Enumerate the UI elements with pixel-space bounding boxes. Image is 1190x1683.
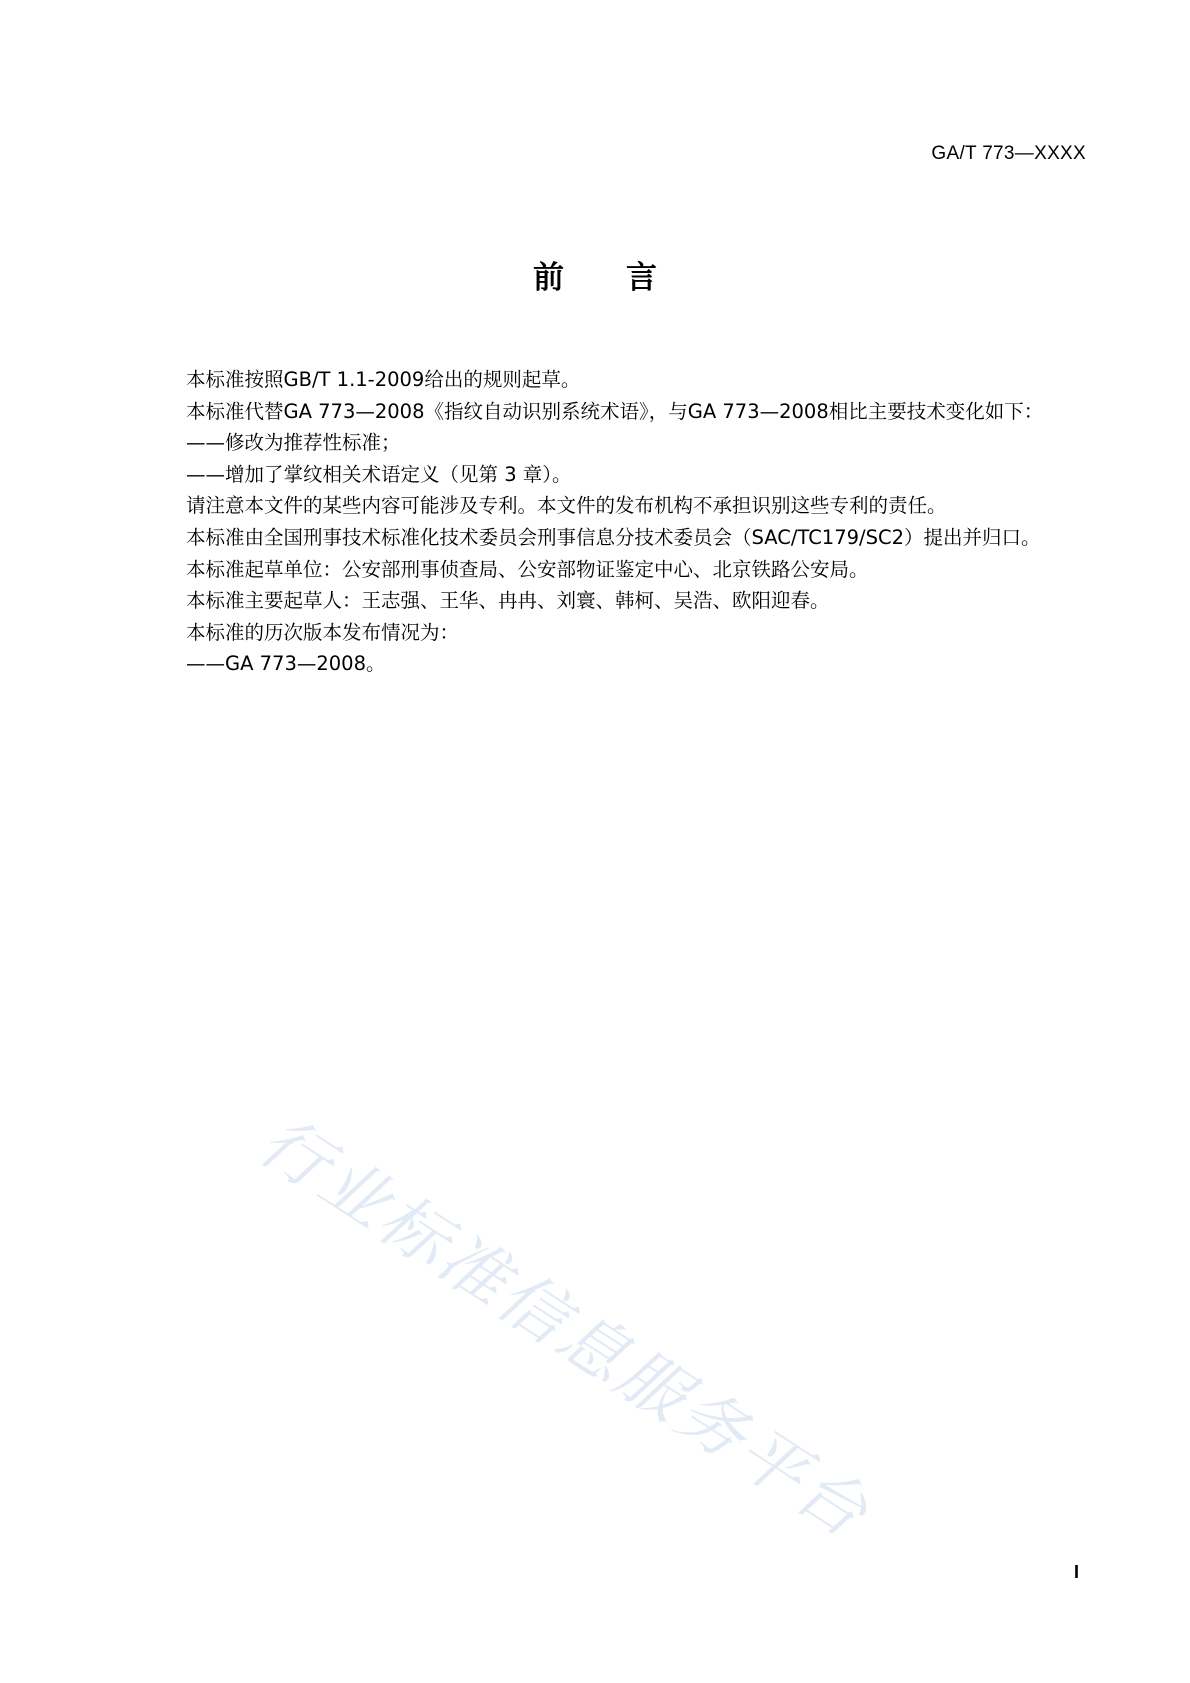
paragraph: 本标准代替GA 773—2008《指纹自动识别系统术语》，与GA 773—2008相比主要技术变化如下：	[186, 399, 1044, 423]
paragraph: ——修改为推荐性标准；	[186, 431, 401, 455]
standard-code: GA/T 773—XXXX	[931, 143, 1086, 164]
watermark: 行业标准信息服务平台	[245, 1101, 884, 1554]
paragraph: 本标准起草单位：公安部刑事侦查局、公安部物证鉴定中心、北京铁路公安局。	[186, 557, 869, 581]
paragraph: 请注意本文件的某些内容可能涉及专利。本文件的发布机构不承担识别这些专利的责任。	[186, 494, 947, 518]
page-number: I	[1073, 1562, 1079, 1582]
foreword-body	[186, 364, 1086, 680]
paragraph: 本标准由全国刑事技术标准化技术委员会刑事信息分技术委员会（SAC/TC179/SC2）提出并归口。	[186, 525, 1041, 549]
paragraph: 本标准主要起草人：王志强、王华、冉冉、刘寰、韩柯、吴浩、欧阳迎春。	[186, 589, 830, 613]
paragraph: ——增加了掌纹相关术语定义（见第 3 章）。	[186, 462, 572, 486]
page-title: 前言	[533, 260, 719, 296]
paragraph: 本标准的历次版本发布情况为：	[186, 620, 460, 644]
paragraph: 本标准按照GB/T 1.1-2009给出的规则起草。	[186, 368, 581, 391]
paragraph: ——GA 773—2008。	[186, 652, 386, 676]
